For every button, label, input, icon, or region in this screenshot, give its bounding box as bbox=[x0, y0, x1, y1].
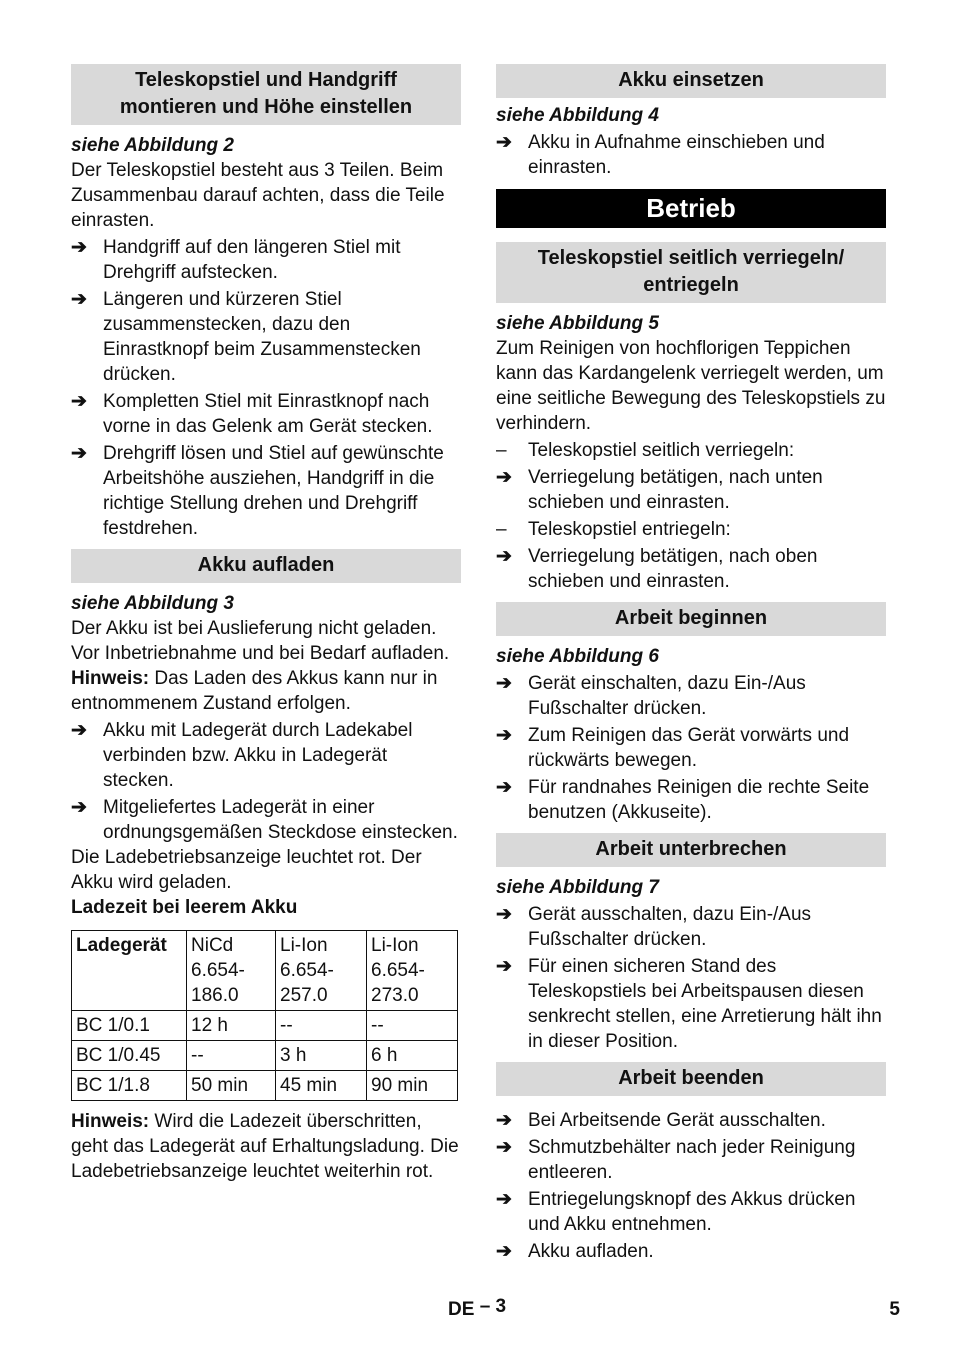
section-heading-telescope bbox=[71, 64, 461, 125]
table-header-cell: Li-Ion 6.654-257.0 bbox=[276, 931, 367, 1011]
note-paragraph bbox=[71, 666, 461, 716]
step-text: Akku aufladen. bbox=[528, 1241, 654, 1262]
arrow-right-icon: ➔ bbox=[496, 1137, 512, 1158]
figure-reference: siehe Abbildung 3 bbox=[71, 593, 234, 614]
table-row bbox=[72, 1041, 458, 1071]
table-header-cell: Li-Ion 6.654-273.0 bbox=[367, 931, 458, 1011]
arrow-right-icon: ➔ bbox=[71, 237, 87, 258]
step-text: Akku mit Ladegerät durch Ladekabel verbinden bzw. Akku in Ladegerät stecken. bbox=[103, 720, 413, 791]
arrow-right-icon: ➔ bbox=[496, 1110, 512, 1131]
step-text: Akku in Aufnahme einschieben und einrasten. bbox=[528, 132, 825, 178]
table-cell: 45 min bbox=[276, 1071, 367, 1101]
left-column bbox=[71, 64, 461, 1184]
step-text: Verriegelung betätigen, nach unten schieben und einrasten. bbox=[528, 467, 823, 513]
table-cell: 50 min bbox=[187, 1071, 276, 1101]
step-text: Für einen sicheren Stand des Teleskopstiels bei Arbeitspausen diesen senkrecht stellen, eine Arretierung hält ihn in dieser Position. bbox=[528, 956, 882, 1052]
arrow-right-icon: ➔ bbox=[71, 391, 87, 412]
paragraph: Der Teleskopstiel besteht aus 3 Teilen. Beim Zusammenbau darauf achten, dass die Teile einrasten. bbox=[71, 160, 445, 231]
dash-item bbox=[496, 517, 886, 542]
spacer bbox=[496, 1096, 886, 1106]
step-item bbox=[496, 1239, 886, 1264]
table-cell: 6 h bbox=[367, 1041, 458, 1071]
dash-marker: – bbox=[496, 519, 507, 540]
step-item bbox=[71, 718, 461, 793]
note-text: Wird die Ladezeit überschritten, geht das Ladegerät auf Erhaltungsladung. Die Ladebetriebsanzeige leuchtet weiterhin rot. bbox=[71, 1111, 459, 1182]
figure-reference: siehe Abbildung 5 bbox=[496, 313, 659, 334]
step-text: Längeren und kürzeren Stiel zusammenstecken, dazu den Einrastknopf beim Zusammenstecken drücken. bbox=[103, 289, 421, 385]
step-text: Schmutzbehälter nach jeder Reinigung entleeren. bbox=[528, 1137, 856, 1183]
arrow-right-icon: ➔ bbox=[496, 777, 512, 798]
section-heading-insert-battery: Akku einsetzen bbox=[496, 64, 886, 98]
section-heading-lock bbox=[496, 242, 886, 303]
dash-marker: – bbox=[496, 440, 507, 461]
table-header-row bbox=[72, 931, 458, 1011]
arrow-right-icon: ➔ bbox=[496, 673, 512, 694]
figure-reference: siehe Abbildung 2 bbox=[71, 135, 234, 156]
arrow-right-icon: ➔ bbox=[496, 956, 512, 977]
table-row bbox=[72, 1071, 458, 1101]
table-cell: BC 1/0.1 bbox=[72, 1011, 187, 1041]
step-item bbox=[496, 1135, 886, 1185]
note-paragraph bbox=[71, 1109, 461, 1184]
heading-line: Teleskopstiel und Handgriff bbox=[135, 69, 397, 91]
arrow-right-icon: ➔ bbox=[71, 720, 87, 741]
figure-reference: siehe Abbildung 7 bbox=[496, 877, 659, 898]
note-label: Hinweis: bbox=[71, 668, 150, 689]
table-caption: Ladezeit bei leerem Akku bbox=[71, 897, 298, 918]
footer-lang: DE bbox=[448, 1299, 475, 1320]
heading-line: montieren und Höhe einstellen bbox=[119, 96, 413, 118]
table-cell: -- bbox=[367, 1011, 458, 1041]
step-text: Kompletten Stiel mit Einrastknopf nach vorne in das Gelenk am Gerät stecken. bbox=[103, 391, 433, 437]
section-heading-end-work: Arbeit beenden bbox=[496, 1062, 886, 1096]
step-text: Bei Arbeitsende Gerät ausschalten. bbox=[528, 1110, 826, 1131]
footer-subpage: – 3 bbox=[479, 1296, 507, 1317]
step-text: Entriegelungsknopf des Akkus drücken und Akku entnehmen. bbox=[528, 1189, 856, 1235]
step-item bbox=[496, 775, 886, 825]
figure-reference: siehe Abbildung 4 bbox=[496, 105, 659, 126]
step-item bbox=[496, 1108, 886, 1133]
figure-reference: siehe Abbildung 6 bbox=[496, 646, 659, 667]
step-item bbox=[71, 795, 461, 845]
page-number: 5 bbox=[889, 1299, 900, 1320]
charging-time-table bbox=[71, 930, 458, 1101]
arrow-right-icon: ➔ bbox=[496, 132, 512, 153]
heading-line: Teleskopstiel seitlich verriegeln/ bbox=[537, 247, 845, 269]
step-item bbox=[496, 1187, 886, 1237]
step-item bbox=[496, 544, 886, 594]
table-cell: BC 1/1.8 bbox=[72, 1071, 187, 1101]
table-cell: -- bbox=[276, 1011, 367, 1041]
step-item bbox=[496, 954, 886, 1054]
paragraph: Zum Reinigen von hochflorigen Teppichen kann das Kardangelenk verriegelt werden, um eine seitliche Bewegung des Teleskopstiels zu verhindern. bbox=[496, 338, 886, 434]
table-cell: 3 h bbox=[276, 1041, 367, 1071]
heading-line: entriegeln bbox=[643, 274, 739, 296]
step-item bbox=[496, 130, 886, 180]
table-cell: 12 h bbox=[187, 1011, 276, 1041]
table-cell: -- bbox=[187, 1041, 276, 1071]
step-item bbox=[496, 902, 886, 952]
step-text: Drehgriff lösen und Stiel auf gewünschte Arbeitshöhe ausziehen, Handgriff in die richtige Stellung drehen und Drehgriff festdrehen. bbox=[103, 443, 444, 539]
step-text: Handgriff auf den längeren Stiel mit Drehgriff aufstecken. bbox=[103, 237, 401, 283]
dash-text: Teleskopstiel seitlich verriegeln: bbox=[528, 440, 795, 461]
step-text: Für randnahes Reinigen die rechte Seite benutzen (Akkuseite). bbox=[528, 777, 870, 823]
step-item bbox=[496, 723, 886, 773]
paragraph: Die Ladebetriebsanzeige leuchtet rot. Der Akku wird geladen. bbox=[71, 847, 422, 893]
arrow-right-icon: ➔ bbox=[71, 289, 87, 310]
step-text: Mitgeliefertes Ladegerät in einer ordnungsgemäßen Steckdose einstecken. bbox=[103, 797, 458, 843]
step-item bbox=[496, 465, 886, 515]
table-header-cell: Ladegerät bbox=[72, 931, 187, 1011]
paragraph: Der Akku ist bei Auslieferung nicht geladen. Vor Inbetriebnahme und bei Bedarf aufladen. bbox=[71, 618, 450, 664]
arrow-right-icon: ➔ bbox=[71, 443, 87, 464]
arrow-right-icon: ➔ bbox=[496, 904, 512, 925]
section-heading-pause-work: Arbeit unterbrechen bbox=[496, 833, 886, 867]
step-text: Verriegelung betätigen, nach oben schieben und einrasten. bbox=[528, 546, 818, 592]
arrow-right-icon: ➔ bbox=[71, 797, 87, 818]
table-header-cell: NiCd 6.654-186.0 bbox=[187, 931, 276, 1011]
arrow-right-icon: ➔ bbox=[496, 467, 512, 488]
step-item bbox=[71, 235, 461, 285]
arrow-right-icon: ➔ bbox=[496, 1241, 512, 1262]
step-item bbox=[71, 441, 461, 541]
note-label: Hinweis: bbox=[71, 1111, 150, 1132]
step-text: Gerät ausschalten, dazu Ein-/Aus Fußschalter drücken. bbox=[528, 904, 812, 950]
table-cell: BC 1/0.45 bbox=[72, 1041, 187, 1071]
step-item bbox=[71, 287, 461, 387]
dash-item bbox=[496, 438, 886, 463]
step-list bbox=[71, 235, 461, 541]
dash-text: Teleskopstiel entriegeln: bbox=[528, 519, 731, 540]
arrow-right-icon: ➔ bbox=[496, 725, 512, 746]
step-item bbox=[496, 671, 886, 721]
table-row bbox=[72, 1011, 458, 1041]
chapter-heading-operation: Betrieb bbox=[496, 189, 886, 228]
step-text: Gerät einschalten, dazu Ein-/Aus Fußschalter drücken. bbox=[528, 673, 806, 719]
section-heading-charge: Akku aufladen bbox=[71, 549, 461, 583]
table-cell: 90 min bbox=[367, 1071, 458, 1101]
arrow-right-icon: ➔ bbox=[496, 546, 512, 567]
section-heading-start-work: Arbeit beginnen bbox=[496, 602, 886, 636]
footer-section-label bbox=[448, 1297, 506, 1322]
arrow-right-icon: ➔ bbox=[496, 1189, 512, 1210]
step-text: Zum Reinigen das Gerät vorwärts und rückwärts bewegen. bbox=[528, 725, 850, 771]
note-text: Das Laden des Akkus kann nur in entnommenem Zustand erfolgen. bbox=[71, 668, 438, 714]
right-column bbox=[496, 64, 886, 1264]
step-item bbox=[71, 389, 461, 439]
